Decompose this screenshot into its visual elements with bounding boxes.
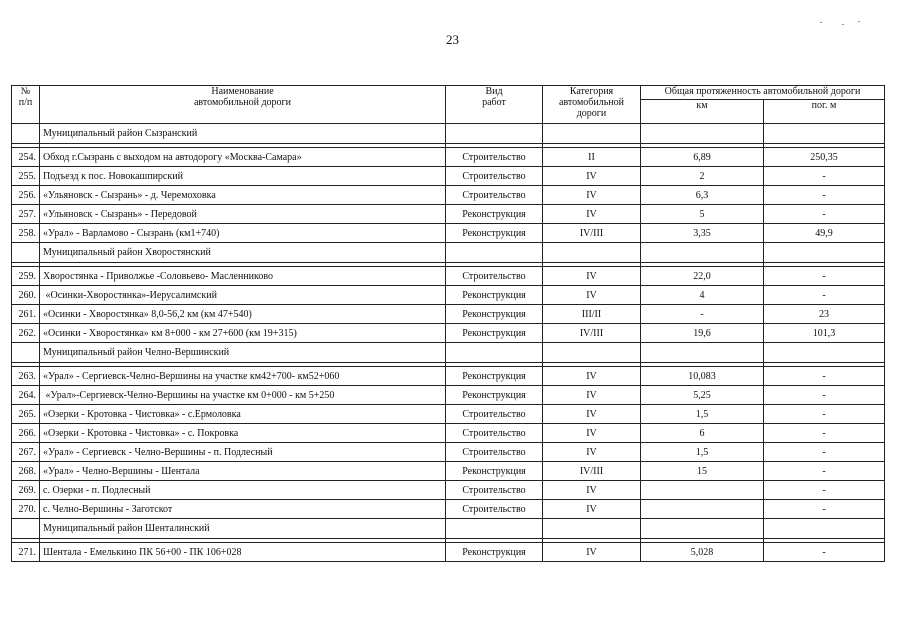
- length-pog-m: -: [764, 424, 885, 443]
- work-type: Строительство: [446, 481, 543, 500]
- row-number: 256.: [12, 186, 40, 205]
- road-category: IV: [543, 286, 641, 305]
- length-pog-m: -: [764, 543, 885, 562]
- road-category: IV: [543, 186, 641, 205]
- length-km: 4: [641, 286, 764, 305]
- table-row: [12, 386, 885, 405]
- header-total-length: Общая протяженность автомобильной дороги: [641, 86, 885, 100]
- empty-cell: [641, 243, 764, 263]
- work-type: Строительство: [446, 186, 543, 205]
- empty-cell: [543, 124, 641, 144]
- length-pog-m: 23: [764, 305, 885, 324]
- length-pog-m: -: [764, 500, 885, 519]
- length-pog-m: -: [764, 386, 885, 405]
- road-name: Обход г.Сызрань с выходом на автодорогу «Москва-Самара»: [40, 148, 446, 167]
- section-row: [12, 343, 885, 363]
- length-km: 3,35: [641, 224, 764, 243]
- length-km: 10,083: [641, 367, 764, 386]
- length-km: 19,6: [641, 324, 764, 343]
- road-name: Подъезд к пос. Новокашпирский: [40, 167, 446, 186]
- table-row: [12, 186, 885, 205]
- length-km: -: [641, 305, 764, 324]
- table-row: [12, 324, 885, 343]
- table-body: [12, 124, 885, 562]
- length-km: 2: [641, 167, 764, 186]
- length-km: 6,3: [641, 186, 764, 205]
- empty-cell: [543, 343, 641, 363]
- road-category: IV: [543, 481, 641, 500]
- length-km: 1,5: [641, 443, 764, 462]
- length-km: 1,5: [641, 405, 764, 424]
- length-km: [641, 481, 764, 500]
- road-category: IV: [543, 267, 641, 286]
- empty-cell: [641, 124, 764, 144]
- table-row: [12, 167, 885, 186]
- row-number: 262.: [12, 324, 40, 343]
- length-km: [641, 500, 764, 519]
- table-row: [12, 205, 885, 224]
- table-row: [12, 481, 885, 500]
- row-number: 267.: [12, 443, 40, 462]
- scan-speck: [842, 24, 844, 25]
- work-type: Строительство: [446, 500, 543, 519]
- table-row: [12, 424, 885, 443]
- work-type: Реконструкция: [446, 224, 543, 243]
- scan-speck: [820, 22, 822, 23]
- road-name: Шентала - Емелькино ПК 56+00 - ПК 106+028: [40, 543, 446, 562]
- page-number: 23: [446, 32, 459, 47]
- road-name: «Ульяновск - Сызрань» - Передовой: [40, 205, 446, 224]
- table-row: [12, 305, 885, 324]
- work-type: Строительство: [446, 167, 543, 186]
- row-number: 255.: [12, 167, 40, 186]
- road-name: Хворостянка - Приволжье -Соловьево- Масленниково: [40, 267, 446, 286]
- row-number: 254.: [12, 148, 40, 167]
- road-category: IV: [543, 386, 641, 405]
- table-row: [12, 267, 885, 286]
- road-name: «Урал» - Сергиевск - Челно-Вершины - п. Подлесный: [40, 443, 446, 462]
- row-number: 268.: [12, 462, 40, 481]
- road-category: IV/III: [543, 224, 641, 243]
- work-type: Строительство: [446, 424, 543, 443]
- length-pog-m: -: [764, 205, 885, 224]
- section-num-cell: [12, 519, 40, 539]
- road-category: IV: [543, 167, 641, 186]
- empty-cell: [641, 343, 764, 363]
- length-km: 22,0: [641, 267, 764, 286]
- work-type: Строительство: [446, 148, 543, 167]
- length-km: 6,89: [641, 148, 764, 167]
- road-name: «Осинки - Хворостянка» 8,0-56,2 км (км 47+540): [40, 305, 446, 324]
- row-number: 270.: [12, 500, 40, 519]
- work-type: Реконструкция: [446, 286, 543, 305]
- road-name: «Урал» - Варламово - Сызрань (км1+740): [40, 224, 446, 243]
- length-pog-m: -: [764, 481, 885, 500]
- section-title: Муниципальный район Челно-Вершинский: [40, 343, 446, 363]
- road-name: с. Челно-Вершины - Заготскот: [40, 500, 446, 519]
- empty-cell: [446, 124, 543, 144]
- road-category: IV: [543, 405, 641, 424]
- header-pog-m: пог. м: [764, 100, 885, 124]
- section-row: [12, 243, 885, 263]
- road-category: IV: [543, 543, 641, 562]
- length-pog-m: 49,9: [764, 224, 885, 243]
- length-pog-m: 250,35: [764, 148, 885, 167]
- section-title: Муниципальный район Шенталинский: [40, 519, 446, 539]
- row-number: 265.: [12, 405, 40, 424]
- road-category: IV/III: [543, 462, 641, 481]
- header-name: Наименование автомобильной дороги: [40, 86, 446, 124]
- length-pog-m: -: [764, 443, 885, 462]
- empty-cell: [764, 519, 885, 539]
- length-pog-m: -: [764, 462, 885, 481]
- empty-cell: [446, 343, 543, 363]
- row-number: 269.: [12, 481, 40, 500]
- length-pog-m: -: [764, 286, 885, 305]
- road-name: «Осинки - Хворостянка» км 8+000 - км 27+600 (км 19+315): [40, 324, 446, 343]
- road-name: с. Озерки - п. Подлесный: [40, 481, 446, 500]
- header-num: № п/п: [12, 86, 40, 124]
- work-type: Строительство: [446, 443, 543, 462]
- roads-table: [11, 85, 885, 562]
- work-type: Строительство: [446, 405, 543, 424]
- work-type: Строительство: [446, 267, 543, 286]
- empty-cell: [543, 243, 641, 263]
- length-pog-m: -: [764, 267, 885, 286]
- length-pog-m: -: [764, 167, 885, 186]
- work-type: Реконструкция: [446, 305, 543, 324]
- section-row: [12, 519, 885, 539]
- work-type: Реконструкция: [446, 386, 543, 405]
- road-name: «Осинки-Хворостянка»-Иерусалимский: [40, 286, 446, 305]
- table-row: [12, 443, 885, 462]
- scan-speck: [858, 21, 860, 22]
- table-header: [12, 86, 885, 124]
- table-row: [12, 405, 885, 424]
- length-km: 15: [641, 462, 764, 481]
- table-row: [12, 148, 885, 167]
- road-name: «Озерки - Кротовка - Чистовка» - с. Покровка: [40, 424, 446, 443]
- road-category: III/II: [543, 305, 641, 324]
- work-type: Реконструкция: [446, 543, 543, 562]
- road-category: IV: [543, 424, 641, 443]
- table-row: [12, 224, 885, 243]
- section-num-cell: [12, 243, 40, 263]
- empty-cell: [641, 519, 764, 539]
- section-row: [12, 124, 885, 144]
- section-title: Муниципальный район Хворостянский: [40, 243, 446, 263]
- table-row: [12, 462, 885, 481]
- row-number: 257.: [12, 205, 40, 224]
- row-number: 263.: [12, 367, 40, 386]
- work-type: Реконструкция: [446, 324, 543, 343]
- empty-cell: [446, 243, 543, 263]
- row-number: 266.: [12, 424, 40, 443]
- section-num-cell: [12, 343, 40, 363]
- row-number: 264.: [12, 386, 40, 405]
- row-number: 271.: [12, 543, 40, 562]
- road-name: «Ульяновск - Сызрань» - д. Черемоховка: [40, 186, 446, 205]
- length-km: 5,028: [641, 543, 764, 562]
- row-number: 259.: [12, 267, 40, 286]
- table-row: [12, 543, 885, 562]
- length-pog-m: -: [764, 367, 885, 386]
- table-row: [12, 367, 885, 386]
- road-category: IV: [543, 367, 641, 386]
- table-row: [12, 500, 885, 519]
- road-name: «Озерки - Кротовка - Чистовка» - с.Ермоловка: [40, 405, 446, 424]
- road-name: «Урал» - Челно-Вершины - Шентала: [40, 462, 446, 481]
- header-work-type: Вид работ: [446, 86, 543, 124]
- road-category: IV: [543, 500, 641, 519]
- header-category: Категория автомобильной дороги: [543, 86, 641, 124]
- length-km: 5: [641, 205, 764, 224]
- row-number: 260.: [12, 286, 40, 305]
- road-name: «Урал» - Сергиевск-Челно-Вершины на участке км42+700- км52+060: [40, 367, 446, 386]
- work-type: Реконструкция: [446, 462, 543, 481]
- length-pog-m: 101,3: [764, 324, 885, 343]
- road-category: II: [543, 148, 641, 167]
- work-type: Реконструкция: [446, 367, 543, 386]
- row-number: 261.: [12, 305, 40, 324]
- length-pog-m: -: [764, 405, 885, 424]
- empty-cell: [543, 519, 641, 539]
- road-name: «Урал»-Сергиевск-Челно-Вершины на участке км 0+000 - км 5+250: [40, 386, 446, 405]
- table-row: [12, 286, 885, 305]
- length-km: 5,25: [641, 386, 764, 405]
- length-km: 6: [641, 424, 764, 443]
- row-number: 258.: [12, 224, 40, 243]
- work-type: Реконструкция: [446, 205, 543, 224]
- road-category: IV/III: [543, 324, 641, 343]
- road-category: IV: [543, 443, 641, 462]
- empty-cell: [764, 243, 885, 263]
- empty-cell: [764, 124, 885, 144]
- header-km: км: [641, 100, 764, 124]
- section-title: Муниципальный район Сызранский: [40, 124, 446, 144]
- length-pog-m: -: [764, 186, 885, 205]
- road-category: IV: [543, 205, 641, 224]
- empty-cell: [764, 343, 885, 363]
- section-num-cell: [12, 124, 40, 144]
- empty-cell: [446, 519, 543, 539]
